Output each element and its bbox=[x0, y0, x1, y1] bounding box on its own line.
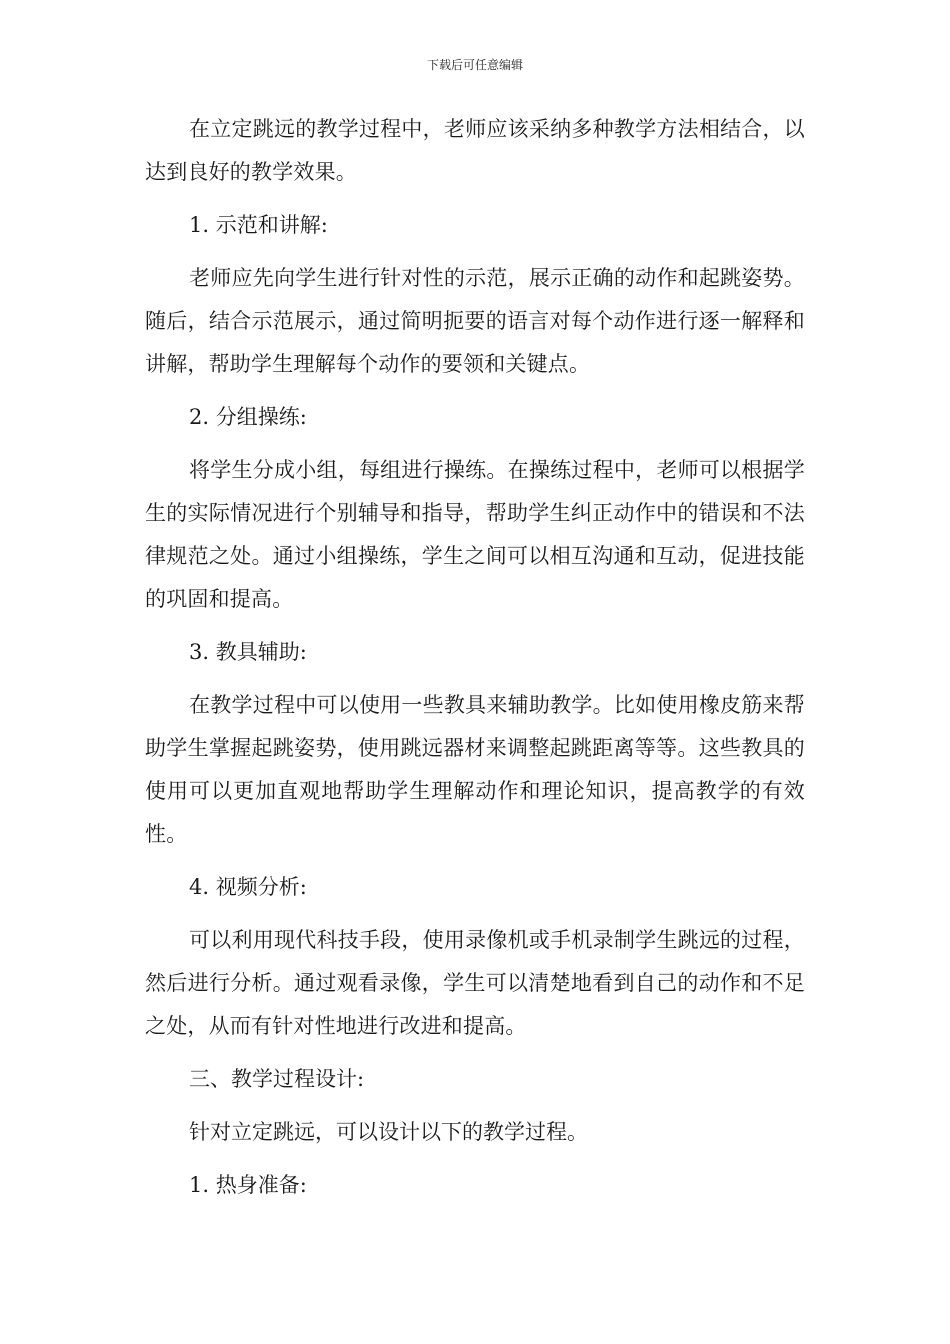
paragraph-teaching-aids: 在教学过程中可以使用一些教具来辅助教学。比如使用橡皮筋来帮助学生掌握起跳姿势，使用跳远器材来调整起跳距离等等。这些教具的使用可以更加直观地帮助学生理解动作和理论知识，提高教学的有效性。 bbox=[145, 693, 805, 846]
section-heading-teaching-aids: 3. 教具辅助: bbox=[189, 640, 307, 664]
section-heading-warmup: 1. 热身准备: bbox=[189, 1173, 307, 1197]
section-heading-group-practice: 2. 分组操练: bbox=[189, 405, 307, 429]
section-heading-demonstration: 1. 示范和讲解: bbox=[189, 213, 328, 237]
page-header-note: 下载后可任意编辑 bbox=[426, 58, 523, 72]
document-body bbox=[145, 108, 805, 1217]
paragraph-group-practice: 将学生分成小组，每组进行操练。在操练过程中，老师可以根据学生的实际情况进行个别辅导和指导，帮助学生纠正动作中的错误和不法律规范之处。通过小组操练，学生之间可以相互沟通和互动，促进技能的巩固和提高。 bbox=[145, 458, 805, 611]
section-heading-process-design: 三、教学过程设计: bbox=[189, 1067, 365, 1091]
paragraph-process-intro: 针对立定跳远，可以设计以下的教学过程。 bbox=[189, 1120, 588, 1144]
paragraph-video-analysis: 可以利用现代科技手段，使用录像机或手机录制学生跳远的过程，然后进行分析。通过观看录像，学生可以清楚地看到自己的动作和不足之处，从而有针对性地进行改进和提高。 bbox=[145, 928, 805, 1038]
paragraph-demonstration: 老师应先向学生进行针对性的示范，展示正确的动作和起跳姿势。随后，结合示范展示，通过简明扼要的语言对每个动作进行逐一解释和讲解，帮助学生理解每个动作的要领和关键点。 bbox=[145, 266, 805, 376]
intro-paragraph: 在立定跳远的教学过程中，老师应该采纳多种教学方法相结合，以达到良好的教学效果。 bbox=[145, 117, 805, 184]
section-heading-video-analysis: 4. 视频分析: bbox=[189, 875, 307, 899]
